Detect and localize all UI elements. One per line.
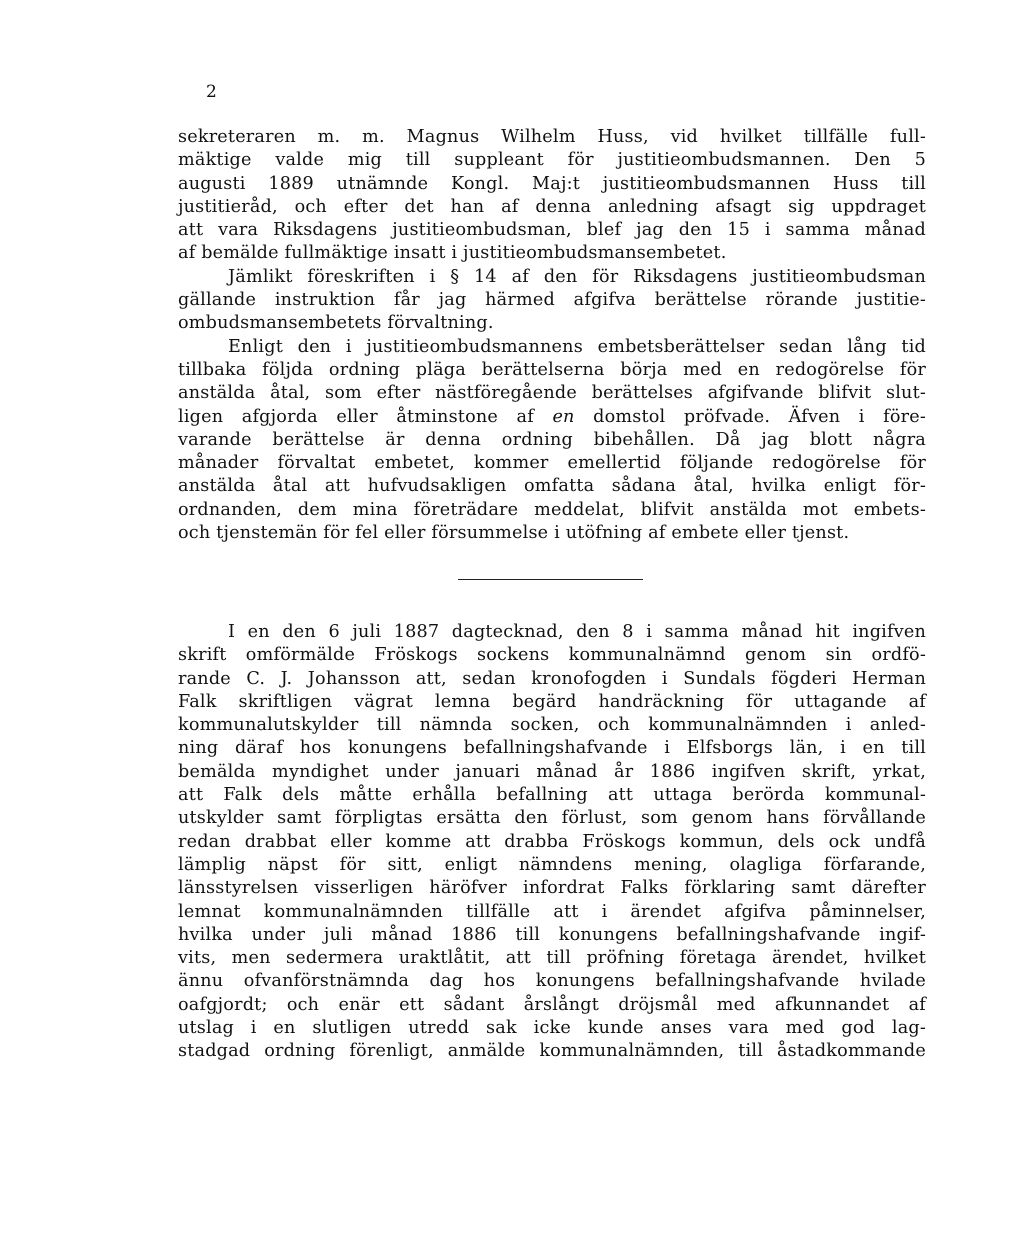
- text-line: månader förvaltat embetet, kommer emellertid följande redogörelse för: [178, 453, 926, 474]
- text-line: utslag i en slutligen utredd sak icke kunde anses vara med god lag-: [178, 1018, 926, 1039]
- section-divider: [458, 579, 643, 580]
- text-line: skrift omförmälde Fröskogs sockens kommunalnämnd genom sin ordfö-: [178, 645, 926, 666]
- paragraph-block-appointment: [178, 126, 926, 545]
- text-line: varande berättelse är denna ordning bibehållen. Då jag blott några: [178, 429, 926, 450]
- text-line: bemälda myndighet under januari månad år 1886 ingifven skrift, yrkat,: [178, 761, 926, 782]
- text-line: länsstyrelsen visserligen häröfver infordrat Falks förklaring samt därefter: [178, 878, 926, 899]
- text-line: Enligt den i justitieombudsmannens embetsberättelser sedan lång tid: [228, 336, 926, 357]
- emphasized-word: en: [552, 406, 575, 427]
- text-line: vits, men sedermera uraktlåtit, att till pröfning företaga ärendet, hvilket: [178, 948, 926, 969]
- text-line: gällande instruktion får jag härmed afgifva berättelse rörande justitie-: [178, 290, 926, 311]
- text-line: redan drabbat eller komme att drabba Fröskogs kommun, dels ock undfå: [178, 831, 926, 852]
- text-line: lemnat kommunalnämnden tillfälle att i ärendet afgifva påminnelser,: [178, 901, 926, 922]
- text-line: Falk skriftligen vägrat lemna begärd handräckning för uttagande af: [178, 691, 926, 712]
- text-line: augusti 1889 utnämnde Kongl. Maj:t justitieombudsmannen Huss till: [178, 173, 926, 194]
- text-line: ning däraf hos konungens befallningshafvande i Elfsborgs län, i en till: [178, 738, 926, 759]
- text-line: sekreteraren m. m. Magnus Wilhelm Huss, vid hvilket tillfälle full-: [178, 127, 926, 147]
- text-line: utskylder samt förpligtas ersätta den förlust, som genom hans förvållande: [178, 808, 926, 829]
- text-segment: ligen afgjorda eller åtminstone af: [178, 406, 534, 427]
- text-line: tillbaka följda ordning pläga berättelserna börja med en redogörelse för: [178, 359, 926, 380]
- text-line: stadgad ordning förenligt, anmälde kommunalnämnden, till åstadkommande: [178, 1041, 926, 1062]
- text-line: mäktige valde mig till suppleant för justitieombudsmannen. Den 5: [178, 150, 926, 171]
- text-line: kommunalutskylder till nämnda socken, och kommunalnämnden i anled-: [178, 715, 926, 736]
- text-line: lämplig näpst för sitt, enligt nämndens mening, olagliga förfarande,: [178, 854, 926, 875]
- text-line: justitieråd, och efter det han af denna anledning afsagt sig uppdraget: [178, 196, 926, 217]
- text-line: hvilka under juli månad 1886 till konungens befallningshafvande ingif-: [178, 924, 926, 945]
- text-line: anstälda åtal att hufvudsakligen omfatta sådana åtal, hvilka enligt för-: [178, 476, 926, 497]
- text-line-with-emphasis: [178, 406, 926, 429]
- paragraph-block-froskog-case: [178, 621, 926, 1064]
- text-line: Jämlikt föreskriften i § 14 af den för Riksdagens justitieombudsman: [228, 266, 926, 287]
- text-line: I en den 6 juli 1887 dagtecknad, den 8 i samma månad hit ingifven: [228, 622, 926, 642]
- text-line: rande C. J. Johansson att, sedan kronofogden i Sundals fögderi Herman: [178, 668, 926, 689]
- text-line: ännu ofvanförstnämnda dag hos konungens befallningshafvande hvilade: [178, 971, 926, 992]
- text-line: anstälda åtal, som efter nästföregående berättelses afgifvande blifvit slut-: [178, 383, 926, 404]
- text-line: ordnanden, dem mina företrädare meddelat, blifvit anstälda mot embets-: [178, 499, 926, 520]
- text-line: att vara Riksdagens justitieombudsman, blef jag den 15 i samma månad: [178, 220, 926, 241]
- text-segment: domstol pröfvade. Äfven i före-: [593, 406, 926, 427]
- page-number: 2: [206, 82, 217, 102]
- text-line: att Falk dels måtte erhålla befallning att uttaga berörda kommunal-: [178, 785, 926, 806]
- text-line: och tjenstemän för fel eller försummelse i utöfning af embete eller tjenst.: [178, 523, 850, 544]
- text-line: af bemälde fullmäktige insatt i justitieombudsmansembetet.: [178, 243, 727, 264]
- text-line: ombudsmansembetets förvaltning.: [178, 313, 494, 334]
- text-line: oafgjordt; och enär ett sådant årslångt dröjsmål med afkunnandet af: [178, 994, 926, 1015]
